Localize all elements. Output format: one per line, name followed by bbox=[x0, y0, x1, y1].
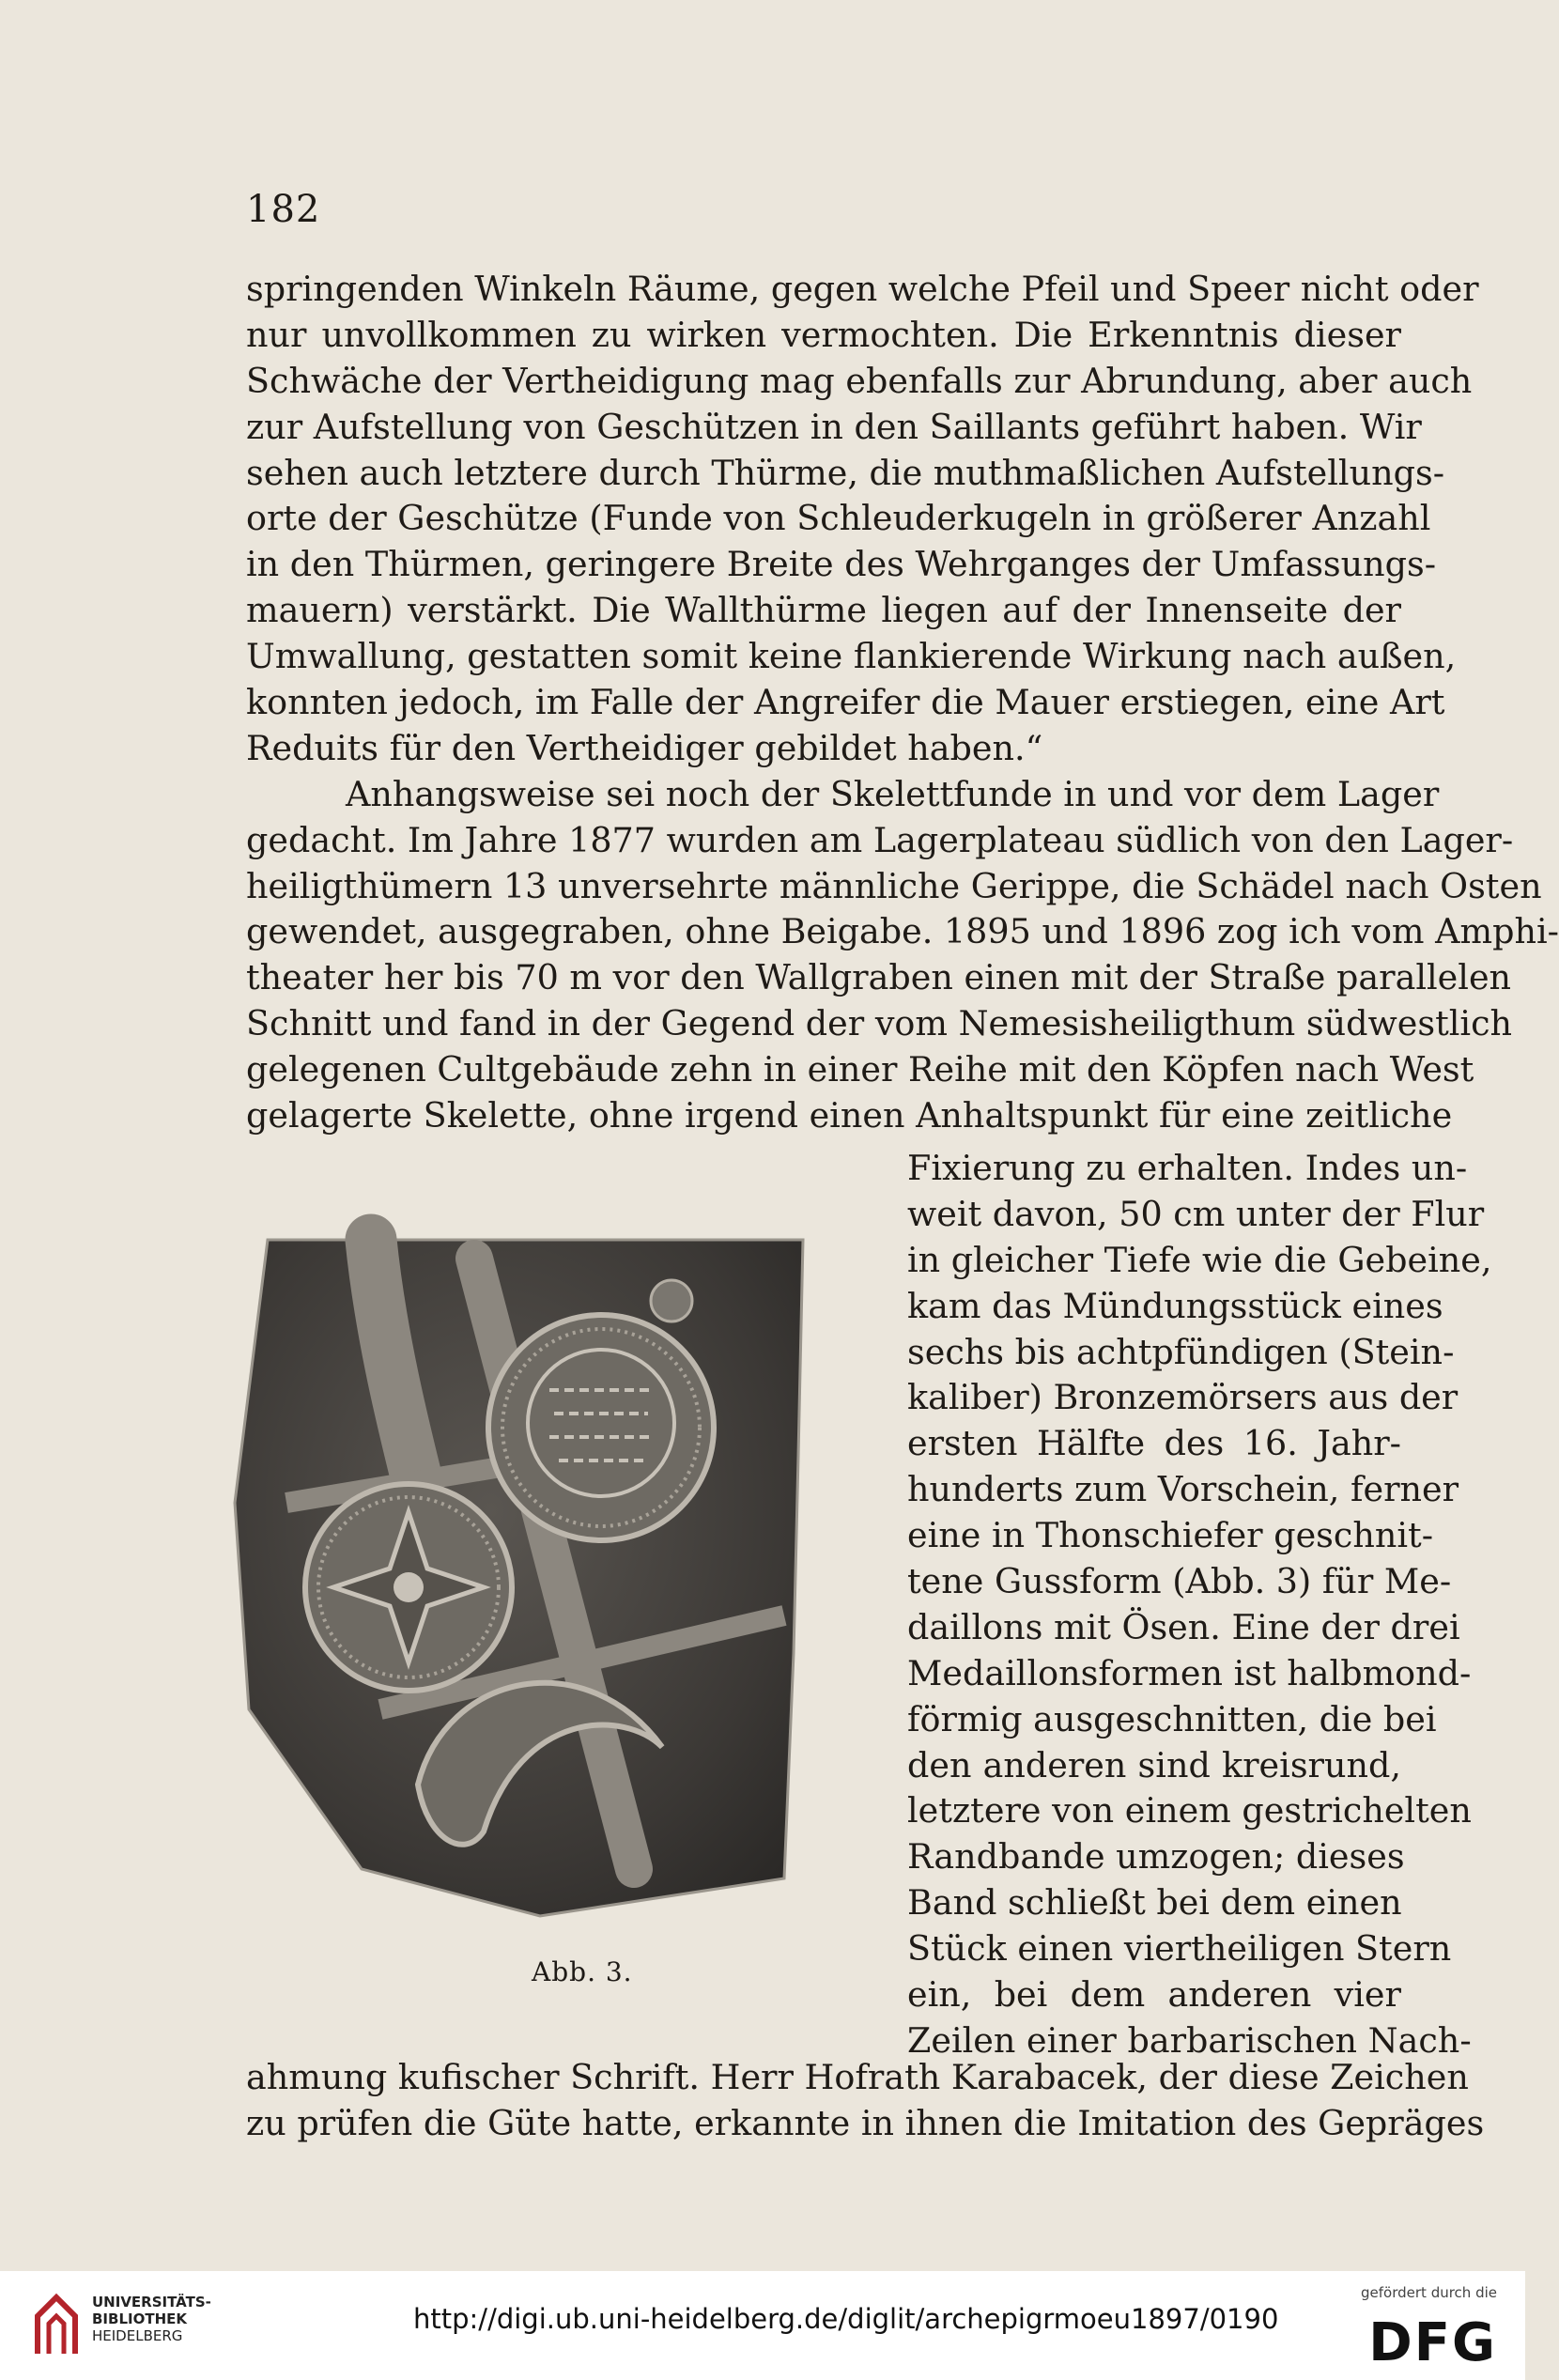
text-line: Anhangsweise sei noch der Skelettfunde in und vor dem Lager bbox=[346, 773, 1440, 814]
text-line: kaliber) Bronzemörsers aus der bbox=[907, 1377, 1459, 1418]
library-name bbox=[92, 2294, 211, 2344]
text-line: weit davon, 50 cm unter der Flur bbox=[907, 1193, 1485, 1234]
library-name-line: BIBLIOTHEK bbox=[92, 2310, 187, 2327]
text-line: springenden Winkeln Räume, gegen welche Pfeil und Speer nicht oder bbox=[246, 269, 1479, 309]
text-line: orte der Geschütze (Funde von Schleuderkugeln in größerer Anzahl bbox=[246, 498, 1431, 539]
text-line: ahmung kufischer Schrift. Herr Hofrath Karabacek, der diese Zeichen bbox=[246, 2057, 1469, 2097]
text-line: gedacht. Im Jahre 1877 wurden am Lagerplateau südlich von den Lager- bbox=[246, 819, 1514, 860]
text-line: letztere von einem gestrichelten bbox=[907, 1790, 1472, 1831]
university-library-logo-icon bbox=[28, 2288, 85, 2363]
text-line: Schnitt und fand in der Gegend der vom Nemesisheiligthum südwestlich bbox=[246, 1003, 1513, 1044]
page-number: 182 bbox=[246, 188, 321, 231]
text-line: zu prüfen die Güte hatte, erkannte in ihnen die Imitation des Gepräges bbox=[246, 2102, 1485, 2143]
text-line: Stück einen viertheiligen Stern bbox=[907, 1928, 1452, 1970]
text-line: Umwallung, gestatten somit keine flankierende Wirkung nach außen, bbox=[246, 636, 1457, 677]
text-line: ersten Hälfte des 16. Jahr- bbox=[907, 1423, 1401, 1464]
text-line: konnten jedoch, im Falle der Angreifer die Mauer erstiegen, eine Art bbox=[246, 682, 1445, 723]
digitization-footer bbox=[0, 2271, 1525, 2380]
text-line: heiligthümern 13 unversehrte männliche Gerippe, die Schädel nach Osten bbox=[246, 865, 1542, 906]
text-line: in den Thürmen, geringere Breite des Wehrganges der Umfassungs- bbox=[246, 544, 1437, 585]
text-line: Schwäche der Vertheidigung mag ebenfalls zur Abrundung, aber auch bbox=[246, 360, 1473, 401]
text-line: Fixierung zu erhalten. Indes un- bbox=[907, 1148, 1468, 1188]
figure-mould-photo bbox=[230, 1221, 812, 1925]
text-line: in gleicher Tiefe wie die Gebeine, bbox=[907, 1239, 1492, 1280]
text-line: theater her bis 70 m vor den Wallgraben einen mit der Straße parallelen bbox=[246, 957, 1512, 998]
text-line: tene Gussform (Abb. 3) für Me- bbox=[907, 1561, 1452, 1602]
text-line: Band schließt bei dem einen bbox=[907, 1882, 1402, 1924]
text-line: zur Aufstellung von Geschützen in den Saillants geführt haben. Wir bbox=[246, 406, 1422, 447]
text-line: mauern) verstärkt. Die Wallthürme liegen auf der Innenseite der bbox=[246, 590, 1401, 631]
paragraph-top bbox=[246, 267, 1559, 1139]
text-line: sechs bis achtpfündigen (Stein- bbox=[907, 1331, 1455, 1372]
text-line: Medaillonsformen ist halbmond- bbox=[907, 1652, 1472, 1693]
text-line: hunderts zum Vorschein, ferner bbox=[907, 1469, 1459, 1510]
text-line: gelagerte Skelette, ohne irgend einen Anhaltspunkt für eine zeitliche bbox=[246, 1095, 1453, 1136]
text-line: Reduits für den Vertheidiger gebildet haben.“ bbox=[246, 727, 1043, 768]
paragraph-side-column bbox=[907, 1146, 1492, 2064]
mould-illustration-icon bbox=[230, 1221, 812, 1925]
text-line: gelegenen Cultgebäude zehn in einer Reihe mit den Köpfen nach West bbox=[246, 1049, 1474, 1090]
library-name-line: UNIVERSITÄTS- bbox=[92, 2294, 211, 2310]
funded-by-label: gefördert durch die bbox=[1361, 2284, 1497, 2301]
text-line: nur unvollkommen zu wirken vermochten. Die Erkenntnis dieser bbox=[246, 314, 1401, 355]
text-line: förmig ausgeschnitten, die bei bbox=[907, 1698, 1437, 1739]
text-line: gewendet, ausgegraben, ohne Beigabe. 1895 und 1896 zog ich vom Amphi- bbox=[246, 911, 1559, 952]
paragraph-bottom bbox=[246, 2055, 1485, 2147]
text-line: ein, bei dem anderen vier bbox=[907, 1974, 1401, 2016]
dfg-logo: DFG bbox=[1368, 2312, 1497, 2373]
text-line: Zeilen einer barbarischen Nach- bbox=[907, 2019, 1472, 2061]
text-line: den anderen sind kreisrund, bbox=[907, 1744, 1401, 1785]
text-line: sehen auch letztere durch Thürme, die muthmaßlichen Aufstellungs- bbox=[246, 452, 1445, 493]
library-name-line: HEIDELBERG bbox=[92, 2327, 183, 2344]
text-line: Randbande umzogen; dieses bbox=[907, 1836, 1405, 1878]
text-line: kam das Mündungsstück eines bbox=[907, 1285, 1443, 1326]
text-line: eine in Thonschiefer geschnit- bbox=[907, 1515, 1434, 1556]
text-line: daillons mit Ösen. Eine der drei bbox=[907, 1606, 1460, 1647]
permalink-url[interactable]: http://digi.ub.uni-heidelberg.de/diglit/archepigrmoeu1897/0190 bbox=[413, 2303, 1279, 2335]
figure-caption: Abb. 3. bbox=[532, 1956, 633, 1987]
